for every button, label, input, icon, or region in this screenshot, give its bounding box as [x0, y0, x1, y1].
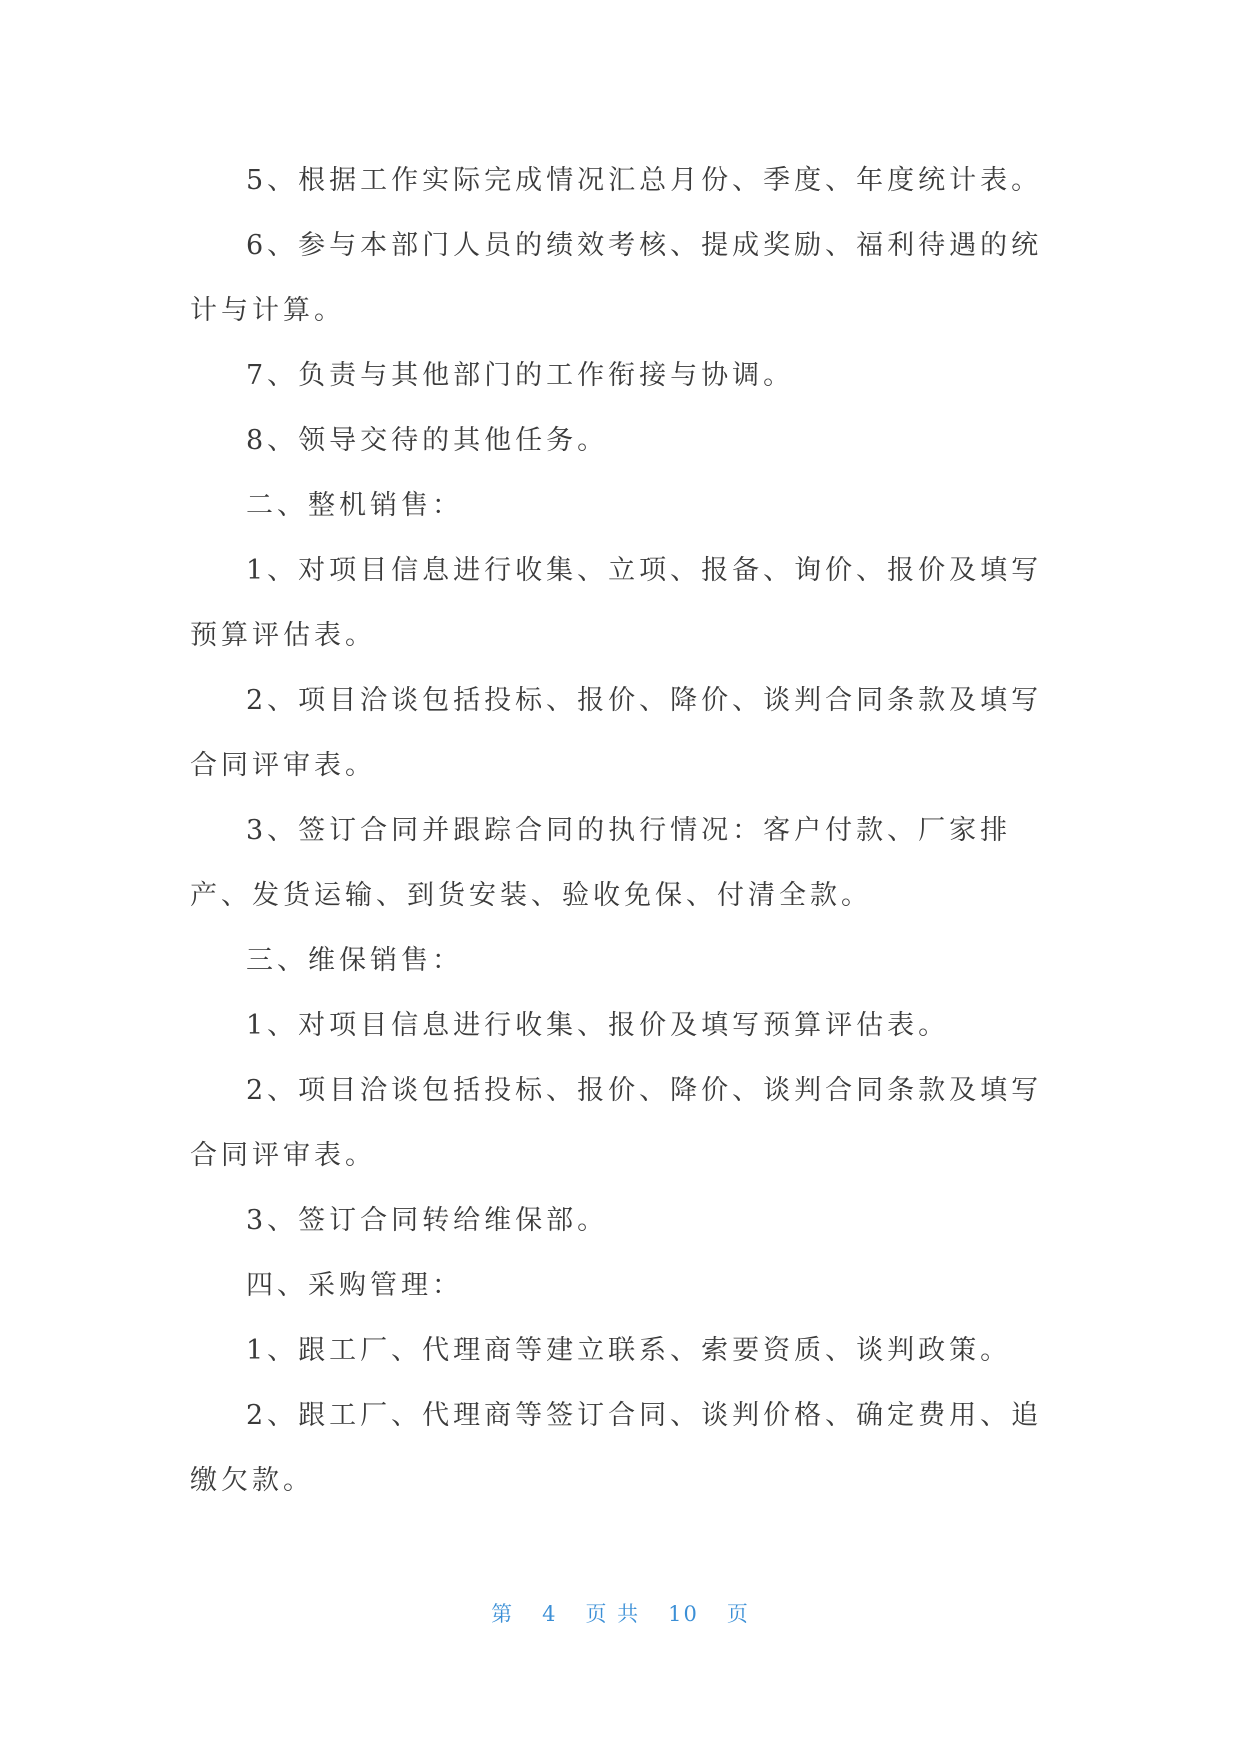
footer-middle: 页 共 — [585, 1602, 641, 1626]
total-pages-number: 10 — [668, 1602, 699, 1626]
list-item: 1、对项目信息进行收集、立项、报备、询价、报价及填写预算评估表。 — [190, 555, 1043, 651]
footer-suffix: 页 — [726, 1602, 750, 1626]
section-heading: 三、维保销售： — [246, 945, 463, 976]
list-item: 2、项目洽谈包括投标、报价、降价、谈判合同条款及填写合同评审表。 — [190, 1075, 1043, 1171]
list-item: 1、对项目信息进行收集、报价及填写预算评估表。 — [246, 1010, 950, 1041]
list-item: 3、签订合同并跟踪合同的执行情况：客户付款、厂家排产、发货运输、到货安装、验收免保、付清全款。 — [190, 815, 1012, 911]
list-item: 1、跟工厂、代理商等建立联系、索要资质、谈判政策。 — [246, 1335, 1012, 1366]
page-footer — [0, 1598, 1241, 1628]
list-item: 5、根据工作实际完成情况汇总月份、季度、年度统计表。 — [246, 165, 1043, 196]
document-body — [190, 148, 1050, 1513]
list-item: 2、项目洽谈包括投标、报价、降价、谈判合同条款及填写合同评审表。 — [190, 685, 1043, 781]
list-item: 8、领导交待的其他任务。 — [246, 425, 609, 456]
section-heading: 二、整机销售： — [246, 490, 463, 521]
footer-prefix: 第 — [491, 1602, 515, 1626]
list-item: 7、负责与其他部门的工作衔接与协调。 — [246, 360, 795, 391]
list-item: 3、签订合同转给维保部。 — [246, 1205, 609, 1236]
current-page-number: 4 — [542, 1602, 558, 1626]
list-item: 2、跟工厂、代理商等签订合同、谈判价格、确定费用、追缴欠款。 — [190, 1400, 1043, 1496]
list-item: 6、参与本部门人员的绩效考核、提成奖励、福利待遇的统计与计算。 — [190, 230, 1043, 326]
section-heading: 四、采购管理： — [246, 1270, 463, 1301]
